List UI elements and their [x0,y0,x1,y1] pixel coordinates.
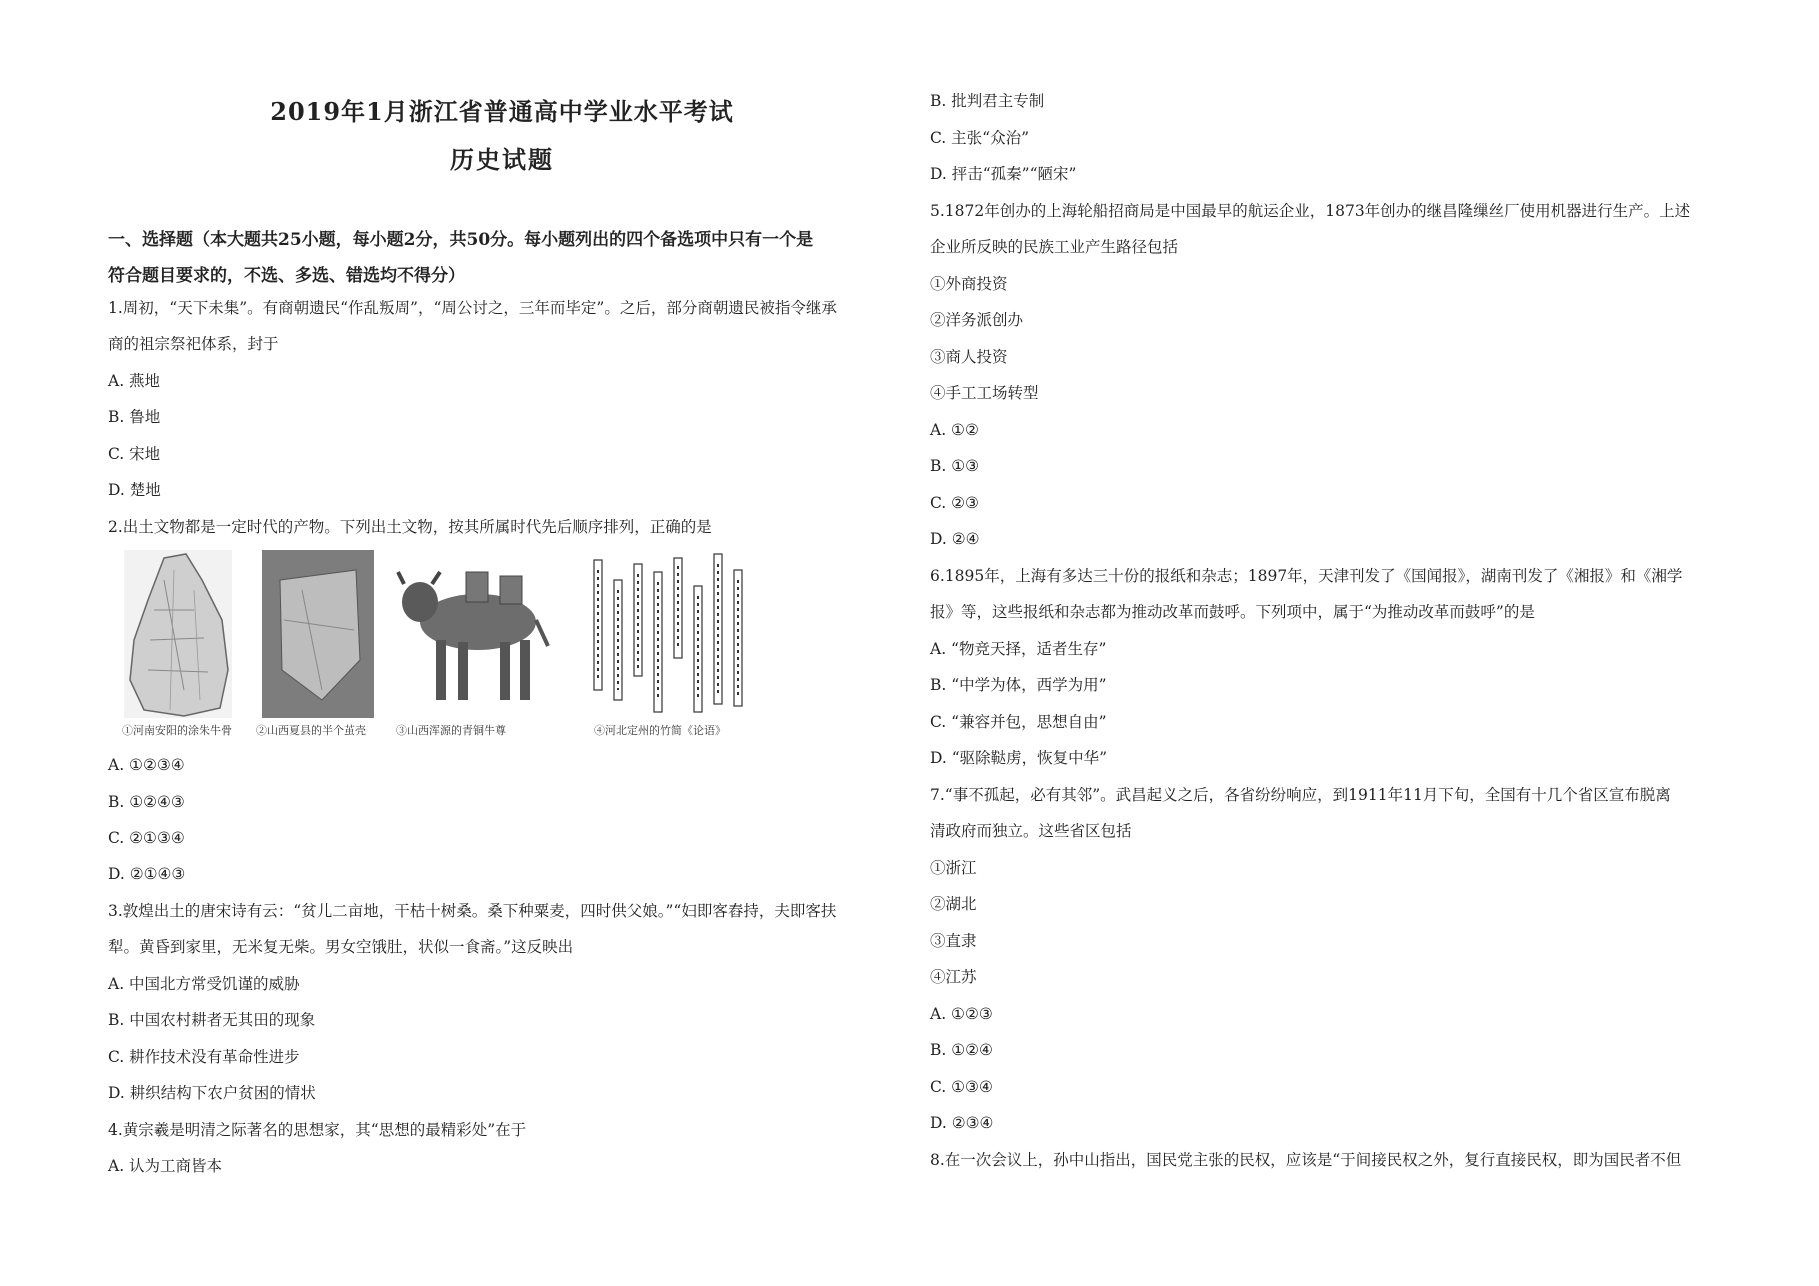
q2-option-d: D. ②①④③ [108,865,186,883]
q2-artifact-figure [124,550,804,738]
bronze-ox-image [396,550,552,718]
q4-stem: 4.黄宗羲是明清之际著名的思想家，其“思想的最精彩处”在于 [108,1121,527,1139]
q4-option-a: A. 认为工商皆本 [108,1157,223,1175]
q1-option-b: B. 鲁地 [108,408,161,426]
q2-stem: 2.出土文物都是一定时代的产物。下列出土文物，按其所属时代先后顺序排列，正确的是 [108,518,712,536]
q5-stem-line2: 企业所反映的民族工业产生路径包括 [930,238,1179,256]
q7-item-2: ②湖北 [930,895,977,913]
q6-option-d: D. “驱除鞑虏，恢复中华” [930,749,1108,767]
q7-item-3: ③直隶 [930,932,977,950]
exam-title: 2019年1月浙江省普通高中学业水平考试 [270,97,734,126]
caption-3: ③山西浑源的青铜牛尊 [396,724,506,737]
oracle-bone-image [124,550,232,718]
q5-option-d: D. ②④ [930,530,980,548]
q5-option-c: C. ②③ [930,494,979,512]
q7-option-a: A. ①②③ [930,1005,993,1023]
q6-option-b: B. “中学为体，西学为用” [930,676,1107,694]
q6-option-a: A. “物竞天择，适者生存” [930,640,1107,658]
q4-option-d: D. 抨击“孤秦”“陋宋” [930,165,1077,183]
q2-option-a: A. ①②③④ [108,756,185,774]
q5-item-2: ②洋务派创办 [930,311,1024,329]
q5-item-3: ③商人投资 [930,348,1008,366]
bamboo-slips-image [574,550,804,718]
q6-stem-line1: 6.1895年，上海有多达三十份的报纸和杂志；1897年，天津刊发了《国闻报》，湖南刊发了《湘报》和《湘学 [930,567,1683,585]
q2-option-c: C. ②①③④ [108,829,185,847]
q1-option-c: C. 宋地 [108,445,161,463]
q4-option-b: B. 批判君主专制 [930,92,1045,110]
q1-option-d: D. 楚地 [108,481,161,499]
caption-2: ②山西夏县的半个茧壳 [256,724,366,737]
q1-stem-line2: 商的祖宗祭祀体系，封于 [108,335,279,353]
cocoon-image [262,550,374,718]
q1-option-a: A. 燕地 [108,372,161,390]
q5-item-4: ④手工工场转型 [930,384,1039,402]
q3-stem-line1: 3.敦煌出土的唐宋诗有云：“贫儿二亩地，干枯十树桑。桑下种粟麦，四时供父娘。”“妇即客舂持，夫即客扶 [108,902,837,920]
q3-option-b: B. 中国农村耕者无其田的现象 [108,1011,316,1029]
q6-stem-line2: 报》等，这些报纸和杂志都为推动改革而鼓呼。下列项中，属于“为推动改革而鼓呼”的是 [930,603,1535,621]
q2-option-b: B. ①②④③ [108,793,185,811]
caption-1: ①河南安阳的涂朱牛骨 [122,724,232,737]
q7-item-4: ④江苏 [930,968,977,986]
q7-option-d: D. ②③④ [930,1114,994,1132]
q6-option-c: C. “兼容并包，思想自由” [930,713,1107,731]
q3-option-d: D. 耕织结构下农户贫困的情状 [108,1084,316,1102]
q5-stem-line1: 5.1872年创办的上海轮船招商局是中国最早的航运企业，1873年创办的继昌隆缫丝厂使用机器进行生产。上述 [930,202,1691,220]
q7-stem-line1: 7.“事不孤起，必有其邻”。武昌起义之后，各省纷纷响应，到1911年11月下旬，全国有十几个省区宣布脱离 [930,786,1671,804]
section-heading-line1: 一、选择题（本大题共25小题，每小题2分，共50分。每小题列出的四个备选项中只有一个是 [108,230,814,250]
section-heading [108,222,898,294]
q5-option-b: B. ①③ [930,457,980,475]
q5-item-1: ①外商投资 [930,275,1008,293]
q3-option-a: A. 中国北方常受饥谨的威胁 [108,975,300,993]
q8-stem-line1: 8.在一次会议上，孙中山指出，国民党主张的民权，应该是“于间接民权之外，复行直接民权，即为国民者不但 [930,1151,1682,1169]
q3-option-c: C. 耕作技术没有革命性进步 [108,1048,300,1066]
q5-option-a: A. ①② [930,421,979,439]
caption-4: ④河北定州的竹简《论语》 [594,724,726,737]
q1-stem-line1: 1.周初，“天下未集”。有商朝遗民“作乱叛周”，“周公讨之，三年而毕定”。之后，部分商朝遗民被指令继承 [108,299,837,317]
q7-stem-line2: 清政府而独立。这些省区包括 [930,822,1132,840]
exam-subtitle: 历史试题 [450,145,554,174]
q4-option-c: C. 主张“众治” [930,129,1030,147]
q3-stem-line2: 犁。黄昏到家里，无米复无柴。男女空饿肚，状似一食斋。”这反映出 [108,938,574,956]
q7-item-1: ①浙江 [930,859,977,877]
section-heading-line2: 符合题目要求的，不选、多选、错选均不得分） [108,266,465,286]
q7-option-c: C. ①③④ [930,1078,993,1096]
q7-option-b: B. ①②④ [930,1041,993,1059]
